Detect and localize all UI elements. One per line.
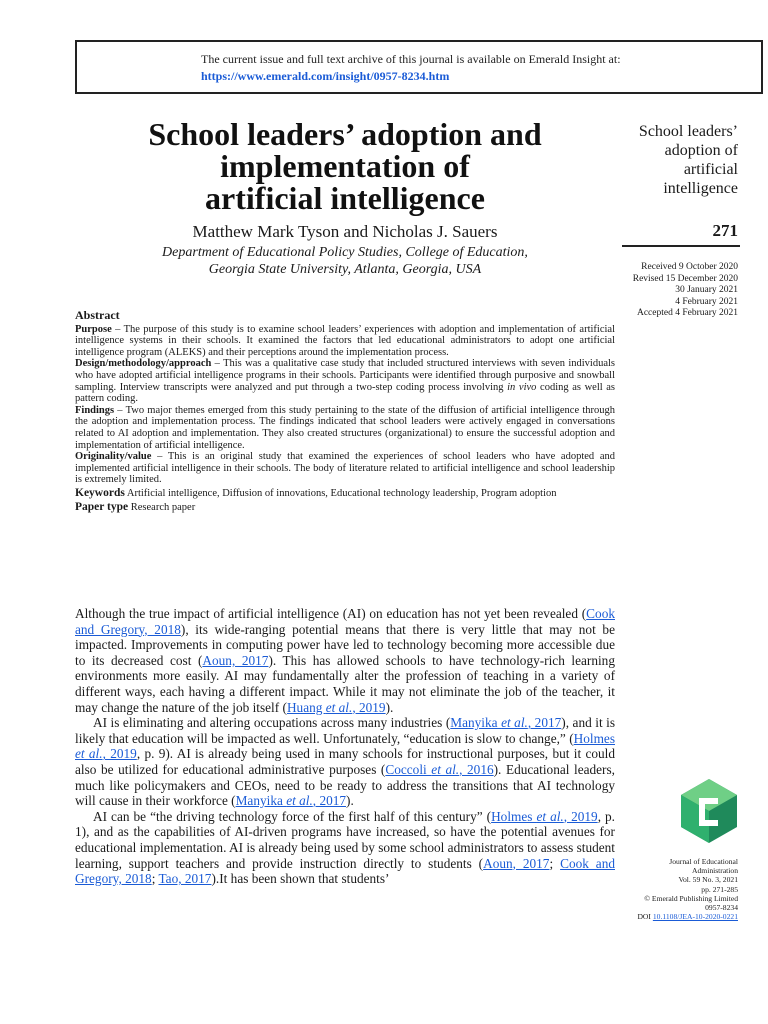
text-run: AI is eliminating and altering occupations across many industries (	[93, 715, 451, 731]
running-head-line: adoption of	[664, 142, 738, 159]
journal-info	[600, 857, 738, 921]
affiliation-line: Georgia State University, Atlanta, Georgia, USA	[208, 262, 482, 277]
journal-info-line: 0957-8234	[705, 903, 738, 913]
body-paragraph	[75, 606, 615, 715]
text-run: ;	[549, 855, 561, 871]
design-text: coding as well as pattern coding.	[75, 381, 616, 405]
text-run: ). Educational leaders, much like policymakers and CEOs, need to be ready to address the transitions that AI technology will cause in their workforce (	[75, 761, 615, 809]
journal-info-line: Vol. 59 No. 3, 2021	[678, 875, 738, 885]
title-line: implementation of	[220, 148, 470, 184]
title-line: artificial intelligence	[205, 180, 485, 216]
page-number: 271	[712, 221, 738, 240]
text-run: , p. 9). AI is already being used in many schools for instructional purposes, but it could also be utilized for educational administrative purposes (	[75, 746, 615, 777]
submission-dates	[600, 262, 738, 320]
text-run: ). This has allowed schools to have technology-rich learning environments more easily. AI may fundamentally alter the profession of teaching in a variety of different ways, each having a different impact. While it may not eliminate the job of the teacher, it may change the nature of the job itself (	[75, 652, 615, 715]
abstract-design	[75, 358, 615, 404]
date-line: 4 February 2021	[675, 296, 738, 307]
abstract-originality	[75, 451, 615, 486]
citation-year: , 2016	[459, 761, 494, 777]
citation-etal: et al.	[501, 715, 528, 731]
citation-year: , 2017	[312, 793, 347, 809]
citation-author: Holmes	[573, 730, 615, 746]
citation-link[interactable]	[491, 809, 598, 824]
archive-notice-box	[75, 40, 763, 94]
citation-etal: et al.	[536, 808, 564, 824]
citation-year: , 2019	[563, 808, 598, 824]
abstract-heading: Abstract	[75, 308, 120, 322]
citation-link[interactable]	[236, 793, 346, 808]
originality-text: – This is an original study that examined the experiences of school leaders who have adopted and implemented artificial intelligence in their schools. The body of literature related to artificial intelligence and school leadership is extremely limited.	[75, 451, 615, 486]
text-run: ), and it is likely that education will be impacted as well. Unfortunately, “education is slow to change,” (	[75, 715, 616, 746]
citation-link[interactable]	[287, 700, 386, 715]
purpose-label: Purpose	[75, 323, 112, 335]
doi-label: DOI	[637, 912, 653, 922]
journal-info-line: Administration	[692, 866, 738, 876]
abstract-section	[75, 310, 615, 513]
text-run: Although the true impact of artificial intelligence (AI) on education has not yet been revealed (	[75, 606, 587, 621]
text-run: ;	[151, 871, 159, 887]
article-title	[75, 118, 615, 214]
abstract-paper-type	[75, 502, 615, 514]
citation-author: Coccoli	[385, 761, 432, 777]
abstract-purpose	[75, 324, 615, 359]
citation-year: , 2019	[352, 699, 386, 715]
keywords-text: Artificial intelligence, Diffusion of innovations, Educational technology leadership, Program adoption	[124, 487, 557, 499]
text-run: , p. 1), and as the capabilities of AI-driven programs have increased, so have the potential avenues for educational implementation. AI is already being used by some school administrators to assess student learning, support teachers and provide instruction directly to students (	[75, 808, 615, 871]
citation-link[interactable]: Tao, 2017	[158, 871, 212, 887]
citation-author: Manyika	[235, 793, 287, 809]
archive-notice-text: The current issue and full text archive of this journal is available on Emerald Insight at:	[201, 52, 621, 66]
citation-etal: et al.	[286, 793, 313, 809]
margin-divider	[622, 245, 740, 247]
citation-author: Huang	[286, 699, 326, 715]
citation-year: , 2017	[527, 715, 562, 731]
date-line: Accepted 4 February 2021	[636, 308, 738, 318]
running-head-line: School leaders’	[638, 123, 738, 140]
date-line: Received 9 October 2020	[641, 262, 738, 272]
title-line: School leaders’ adoption and	[148, 116, 542, 152]
design-label: Design/methodology/approach	[75, 358, 212, 370]
date-line: Revised 15 December 2020	[632, 273, 738, 284]
findings-text: – Two major themes emerged from this study pertaining to the state of the diffusion of artificial intelligence through the adoption and implementation process. The findings indicated that school leaders were actively engaged in conversations related to AI adoption and implementation. They also created structures (organizational) to ensure the successful adoption and implementation of artificial intelligence.	[75, 404, 615, 451]
keywords-label: Keywords	[75, 486, 125, 499]
date-line: 30 January 2021	[675, 285, 738, 295]
running-head-line: intelligence	[663, 180, 738, 197]
originality-label: Originality/value	[75, 451, 152, 463]
citation-year: , 2019	[102, 746, 137, 762]
affiliation	[75, 244, 615, 278]
text-run: ), its wide-ranging potential means that there is very little that may not be impacted. Improvements in computing power have led to technology becoming more accessible due to its decreased cost (	[75, 621, 615, 668]
citation-link[interactable]: Aoun, 2017	[483, 855, 550, 871]
design-text: – This was a qualitative case study that included structured interviews with seven individuals who have adopted artificial intelligence programs in their schools. Participants were identified through purposive and snowball sampling. Interview transcripts were analyzed and put through a two-step coding process involving	[75, 358, 615, 393]
running-head	[600, 122, 738, 198]
body-text	[75, 606, 615, 887]
citation-author: Holmes	[491, 808, 537, 824]
text-run: ).	[385, 699, 394, 715]
abstract-findings	[75, 405, 615, 451]
doi-link[interactable]: 10.1108/JEA-10-2020-0221	[652, 912, 738, 922]
paper-type-label: Paper type	[75, 500, 129, 513]
citation-link[interactable]	[450, 715, 561, 730]
body-paragraph	[75, 715, 615, 809]
journal-info-line: Journal of Educational	[669, 857, 738, 866]
citation-link[interactable]	[385, 762, 493, 777]
text-run: ).	[346, 793, 354, 809]
paper-type-text: Research paper	[128, 501, 196, 513]
citation-link[interactable]: Cook and Gregory, 2018	[75, 606, 615, 637]
citation-etal: et al.	[431, 761, 460, 777]
abstract-keywords	[75, 488, 615, 500]
journal-info-line: pp. 271-285	[701, 884, 738, 894]
affiliation-line: Department of Educational Policy Studies, College of Education,	[162, 245, 528, 260]
design-italic: in vivo	[507, 381, 537, 393]
doi-line	[600, 912, 738, 921]
citation-link[interactable]: Aoun, 2017	[202, 652, 269, 668]
citation-link[interactable]: Cook and Gregory, 2018	[75, 855, 615, 887]
text-run: AI can be “the driving technology force of the first half of this century” (	[93, 808, 492, 824]
body-paragraph	[75, 809, 615, 887]
running-head-line: artificial	[683, 161, 738, 178]
citation-etal: et al.	[325, 699, 353, 715]
publisher-logo-icon	[678, 777, 740, 845]
authors: Matthew Mark Tyson and Nicholas J. Sauers	[192, 222, 498, 241]
journal-info-line: © Emerald Publishing Limited	[644, 893, 738, 903]
journal-url-link[interactable]: https://www.emerald.com/insight/0957-8234.htm	[201, 69, 450, 83]
purpose-text: – The purpose of this study is to examine school leaders’ experiences with adoption and implementation of artificial intelligence systems in their schools. It examined the factors that led educational administrators to adopt one artificial intelligence program (ALEKS) and their perceptions around the implementation process.	[75, 323, 615, 358]
citation-author: Manyika	[450, 715, 502, 731]
citation-etal: et al.	[75, 746, 103, 762]
findings-label: Findings	[75, 404, 115, 416]
text-run: ).It has been shown that students’	[211, 871, 390, 887]
